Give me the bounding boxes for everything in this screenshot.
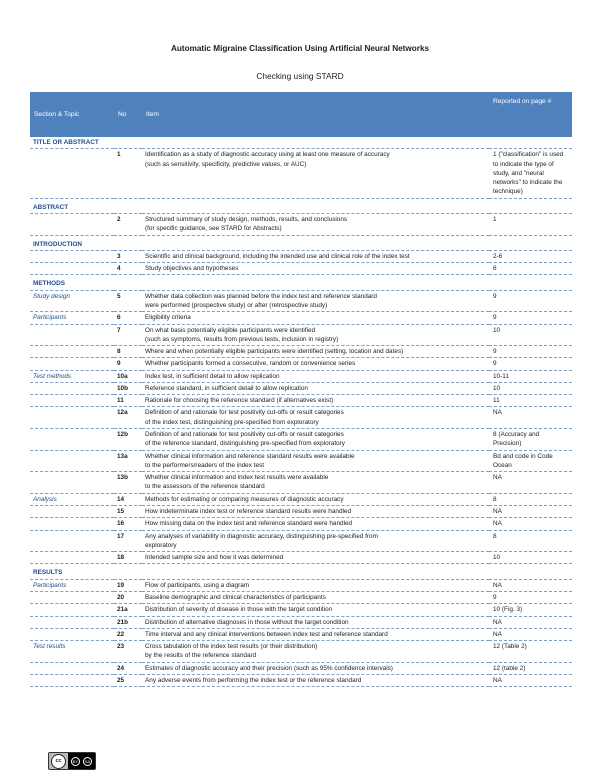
section-cell (30, 472, 114, 494)
section-cell (30, 604, 114, 616)
reported-page: 10 (489, 382, 572, 394)
section-cell (30, 552, 114, 564)
section-header-row (30, 137, 572, 149)
table-row (30, 472, 572, 494)
reported-page: 6 (489, 263, 572, 275)
section-cell: ABSTRACT (30, 202, 114, 214)
item-text-line: Whether data collection was planned before the index test and reference standard (145, 292, 377, 300)
item-number: 6 (114, 312, 142, 324)
table-row (30, 358, 572, 370)
table-row (30, 628, 572, 640)
item-number: 23 (114, 641, 142, 663)
reported-cell (489, 278, 572, 290)
table-row (30, 552, 572, 564)
item-number: 20 (114, 591, 142, 603)
item-text-line: Cross tabulation of the index test results (or their distribution) (145, 643, 318, 651)
item-cell (142, 324, 489, 346)
item-number: 12b (114, 429, 142, 451)
section-cell: Test results (30, 641, 114, 663)
item-text-line: Identification as a study of diagnostic accuracy using at least one measure of accuracy (145, 151, 390, 159)
item-text-line: Estimates of diagnostic accuracy and their precision (such as 95% confidence intervals) (145, 664, 393, 672)
section-cell (30, 395, 114, 407)
item-number: 3 (114, 250, 142, 262)
reported-page: 8 (489, 530, 572, 552)
section-cell (30, 506, 114, 518)
creative-commons-license-badge (48, 752, 96, 770)
item-cell (142, 149, 489, 198)
item-text-line: Baseline demographic and clinical characteristics of participants (145, 593, 326, 601)
reported-cell (489, 202, 572, 214)
item-text-line: Any adverse events from performing the index test or the reference standard (145, 676, 362, 684)
item-cell (142, 370, 489, 382)
section-cell: Participants (30, 579, 114, 591)
section-cell (30, 149, 114, 198)
reported-page: 9 (489, 591, 572, 603)
reported-page: 12 (Table 2) (489, 641, 572, 663)
section-cell: Analysis (30, 493, 114, 505)
table-row (30, 506, 572, 518)
item-text-line: to the performers/readers of the index test (145, 461, 264, 469)
item-text-line: Structured summary of study design, methods, results, and conclusions (145, 215, 348, 223)
table-row (30, 312, 572, 324)
item-number: 25 (114, 674, 142, 686)
reported-cell (489, 567, 572, 579)
table-row (30, 250, 572, 262)
item-text-line: Distribution of alternative diagnoses in those without the target condition (145, 618, 349, 626)
item-text-line: were performed (prospective study) or after (retrospective study) (145, 301, 328, 309)
reported-page: 11 (489, 395, 572, 407)
item-number: 2 (114, 213, 142, 235)
item-number: 21a (114, 604, 142, 616)
item-text-line: Methods for estimating or comparing measures of diagnostic accuracy (145, 495, 344, 503)
section-cell (30, 429, 114, 451)
item-number: 15 (114, 506, 142, 518)
table-row (30, 429, 572, 451)
item-number: 17 (114, 530, 142, 552)
section-cell: Participants (30, 312, 114, 324)
section-header-row (30, 239, 572, 251)
item-number: 24 (114, 662, 142, 674)
section-header-row (30, 567, 572, 579)
item-text-line: exploratory (145, 541, 177, 549)
section-cell (30, 213, 114, 235)
reported-page: Bd and code in Code Ocean (489, 450, 572, 472)
section-cell (30, 450, 114, 472)
reported-page: NA (489, 616, 572, 628)
item-text-line: Reference standard, in sufficient detail to allow replication (145, 384, 308, 392)
item-number: 12a (114, 407, 142, 429)
table-header-row (30, 92, 572, 137)
item-text-line: (such as sensitivity, specificity, predictive values, or AUC) (145, 160, 307, 168)
item-cell (142, 493, 489, 505)
item-cell (142, 552, 489, 564)
item-number: 19 (114, 579, 142, 591)
table-row (30, 530, 572, 552)
table-row (30, 290, 572, 312)
table-row (30, 518, 572, 530)
item-cell (142, 290, 489, 312)
item-number: 7 (114, 324, 142, 346)
item-cell (142, 382, 489, 394)
item-text-line: Where and when potentially eligible participants were identified (setting, location and dates) (145, 348, 404, 356)
item-cell (142, 579, 489, 591)
header-item: Item (142, 92, 489, 137)
section-cell: METHODS (30, 278, 114, 290)
section-cell (30, 628, 114, 640)
section-cell (30, 662, 114, 674)
reported-page: 9 (489, 346, 572, 358)
item-cell (142, 346, 489, 358)
section-cell: Test methods (30, 370, 114, 382)
section-header-row (30, 278, 572, 290)
item-text-line: of the reference standard, distinguishing pre-specified from exploratory (145, 440, 345, 448)
item-number: 5 (114, 290, 142, 312)
table-body (30, 137, 572, 687)
section-header-row (30, 202, 572, 214)
section-cell: TITLE OR ABSTRACT (30, 137, 114, 149)
table-row (30, 493, 572, 505)
table-row (30, 662, 572, 674)
item-number: 14 (114, 493, 142, 505)
sa-icon: SA (84, 758, 91, 764)
table-row (30, 395, 572, 407)
item-cell (142, 213, 489, 235)
reported-page: 10 (489, 324, 572, 346)
item-number: 11 (114, 395, 142, 407)
item-cell (142, 450, 489, 472)
item-cell (142, 358, 489, 370)
table-row (30, 616, 572, 628)
reported-page: NA (489, 506, 572, 518)
item-number: 1 (114, 149, 142, 198)
table-row (30, 450, 572, 472)
item-cell (142, 429, 489, 451)
item-text-line: Distribution of severity of disease in those with the target condition (145, 606, 333, 614)
section-cell (30, 407, 114, 429)
item-text-line: Whether clinical information and reference standard results were available (145, 452, 355, 460)
item-number: 10a (114, 370, 142, 382)
document-subtitle: Checking using STARD (256, 71, 344, 81)
section-cell (30, 530, 114, 552)
item-cell (142, 472, 489, 494)
table-row (30, 579, 572, 591)
item-number: 16 (114, 518, 142, 530)
cc-icon: cc (51, 754, 66, 769)
item-cell (142, 202, 489, 214)
table-row (30, 263, 572, 275)
section-cell (30, 674, 114, 686)
section-cell (30, 358, 114, 370)
item-number: 4 (114, 263, 142, 275)
section-cell: Study design (30, 290, 114, 312)
section-cell (30, 263, 114, 275)
section-cell: INTRODUCTION (30, 239, 114, 251)
item-text-line: Study objectives and hypotheses (145, 265, 239, 273)
reported-page: NA (489, 518, 572, 530)
item-cell (142, 312, 489, 324)
item-text-line: Eligibility criteria (145, 314, 191, 322)
item-text-line: On what basis potentially eligible participants were identified (145, 326, 316, 334)
table-row (30, 382, 572, 394)
item-text-line: Definition of and rationale for test positivity cut-offs or result categories (145, 431, 344, 439)
section-cell (30, 518, 114, 530)
item-cell (142, 641, 489, 663)
reported-page: 12 (table 2) (489, 662, 572, 674)
item-cell (142, 250, 489, 262)
table-row (30, 641, 572, 663)
reported-page: NA (489, 472, 572, 494)
item-number: 9 (114, 358, 142, 370)
table-row (30, 674, 572, 686)
reported-page: 10-11 (489, 370, 572, 382)
item-cell (142, 662, 489, 674)
item-cell (142, 395, 489, 407)
item-number: 10b (114, 382, 142, 394)
item-cell (142, 518, 489, 530)
reported-page: NA (489, 628, 572, 640)
item-cell (142, 137, 489, 149)
no-cell (114, 567, 142, 579)
reported-page: 10 (489, 552, 572, 564)
reported-cell (489, 137, 572, 149)
section-cell (30, 591, 114, 603)
item-cell (142, 628, 489, 640)
item-text-line: How indeterminate index test or reference standard results were handled (145, 508, 352, 515)
reported-page: 2-6 (489, 250, 572, 262)
reported-page: 9 (489, 290, 572, 312)
section-cell (30, 250, 114, 262)
item-cell (142, 616, 489, 628)
reported-page: 8 (489, 493, 572, 505)
item-text-line: Whether participants formed a consecutive, random or convenience series (145, 360, 356, 368)
table-row (30, 213, 572, 235)
header-reported: Reported on page # (489, 92, 572, 137)
item-text-line: Any analyses of variability in diagnostic accuracy, distinguishing pre-specified from (145, 532, 378, 540)
reported-page: 8 (Accuracy and Precision) (489, 429, 572, 451)
no-cell (114, 202, 142, 214)
reported-cell (489, 239, 572, 251)
by-icon: BY (72, 758, 79, 764)
item-number: 13a (114, 450, 142, 472)
header-section: Section & Topic (30, 92, 114, 137)
item-text-line: to the assessors of the reference standard (145, 483, 265, 491)
reported-page: NA (489, 674, 572, 686)
item-number: 13b (114, 472, 142, 494)
item-cell (142, 506, 489, 518)
header-no: No (114, 92, 142, 137)
item-text-line: How missing data on the index test and reference standard were handled (145, 520, 353, 528)
item-text-line: Time interval and any clinical interventions between index test and reference standard (145, 630, 388, 638)
item-cell (142, 567, 489, 579)
section-cell: RESULTS (30, 567, 114, 579)
item-text-line: Scientific and clinical background, including the intended use and clinical role of the index test (145, 252, 410, 260)
reported-page: NA (489, 407, 572, 429)
item-text-line: (such as symptoms, results from previous tests, inclusion in registry) (145, 335, 339, 343)
no-cell (114, 239, 142, 251)
table-row (30, 591, 572, 603)
stard-checklist-table (30, 92, 572, 687)
section-cell (30, 616, 114, 628)
item-number: 21b (114, 616, 142, 628)
item-cell (142, 674, 489, 686)
reported-page: 1 (489, 213, 572, 235)
item-cell (142, 530, 489, 552)
item-number: 18 (114, 552, 142, 564)
item-text-line: Whether clinical information and index test results were available (145, 474, 329, 482)
item-text-line: Flow of participants, using a diagram (145, 581, 250, 589)
item-text-line: by the results of the reference standard (145, 652, 257, 660)
reported-page: 1 ("classification" is used to indicate the type of study, and "neural networks" to indicate the technique) (489, 149, 572, 198)
section-cell (30, 324, 114, 346)
license-terms (68, 753, 95, 769)
table-row (30, 370, 572, 382)
reported-page: 9 (489, 358, 572, 370)
item-number: 8 (114, 346, 142, 358)
item-cell (142, 407, 489, 429)
item-text-line: Definition of and rationale for test positivity cut-offs or result categories (145, 409, 344, 417)
table-row (30, 407, 572, 429)
item-number: 22 (114, 628, 142, 640)
reported-page: 9 (489, 312, 572, 324)
no-cell (114, 137, 142, 149)
item-text-line: of the index test, distinguishing pre-specified from exploratory (145, 418, 319, 426)
table-row (30, 604, 572, 616)
reported-page: NA (489, 579, 572, 591)
item-cell (142, 239, 489, 251)
item-text-line: Intended sample size and how it was determined (145, 554, 284, 562)
item-text-line: (for specific guidance, see STARD for Abstracts) (145, 225, 282, 233)
no-cell (114, 278, 142, 290)
item-cell (142, 263, 489, 275)
table-row (30, 149, 572, 198)
document-title: Automatic Migraine Classification Using Artificial Neural Networks (170, 44, 430, 53)
item-cell (142, 604, 489, 616)
section-cell (30, 346, 114, 358)
table-row (30, 324, 572, 346)
item-cell (142, 591, 489, 603)
table-row (30, 346, 572, 358)
item-text-line: Index test, in sufficient detail to allow replication (145, 372, 280, 380)
section-cell (30, 382, 114, 394)
item-cell (142, 278, 489, 290)
item-text-line: Rationale for choosing the reference standard (if alternatives exist) (145, 397, 334, 405)
reported-page: 10 (Fig. 3) (489, 604, 572, 616)
